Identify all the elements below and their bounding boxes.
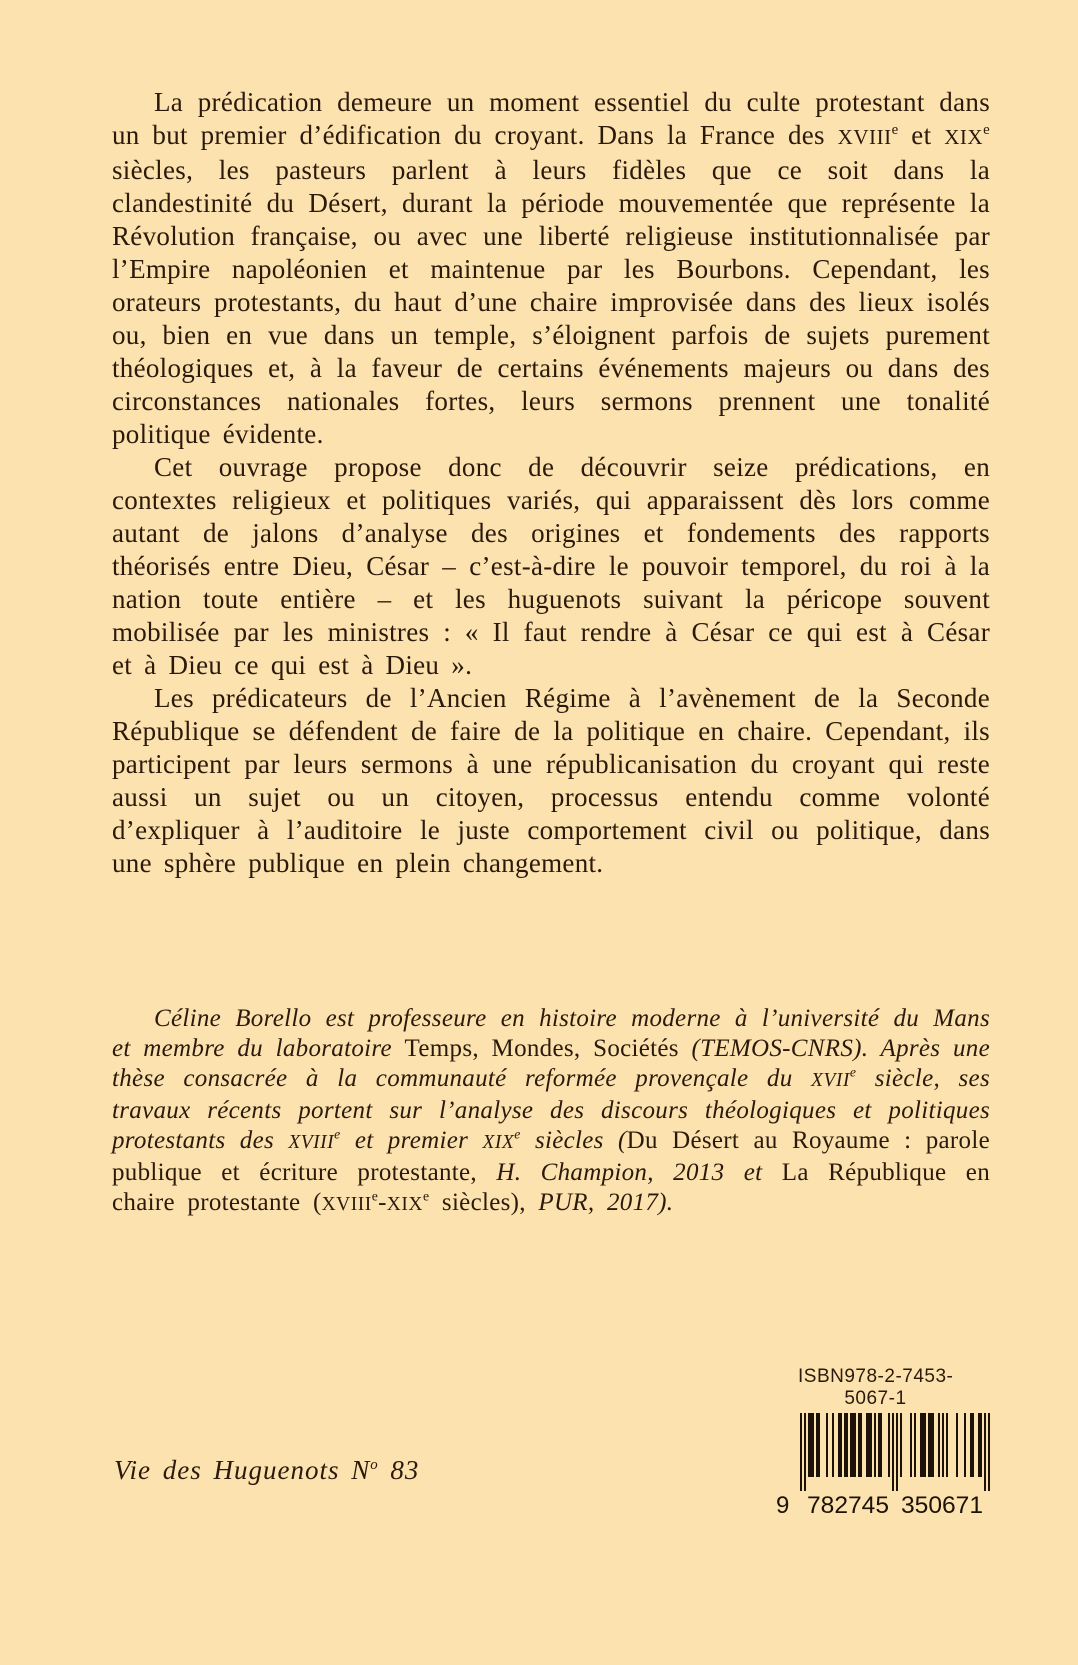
text-segment: siècle, ses travaux récents portent sur l’analyse des discours théologiques et politiques protestants des bbox=[112, 1065, 990, 1154]
barcode-bar bbox=[800, 1413, 802, 1491]
barcode-bar bbox=[984, 1413, 986, 1491]
text-segment: et premier bbox=[340, 1127, 483, 1154]
barcode-bar bbox=[972, 1413, 974, 1477]
author-bio-section bbox=[112, 1004, 990, 1220]
barcode-bar bbox=[964, 1413, 966, 1477]
text-segment: e bbox=[849, 1064, 857, 1080]
text-segment: siècles), bbox=[429, 1189, 539, 1216]
text-segment: XVIII bbox=[837, 125, 892, 149]
barcode-bar bbox=[866, 1413, 868, 1477]
text-segment: (TEMOS-CNRS). Après une thèse consacrée à la communauté reformée provençale du bbox=[112, 1035, 990, 1092]
text-segment: La République en chaire protestante ( bbox=[112, 1159, 990, 1216]
text-segment: 83 bbox=[378, 1455, 420, 1485]
barcode-bar bbox=[924, 1413, 926, 1477]
text-segment: XVII bbox=[811, 1070, 850, 1091]
text-segment: e bbox=[983, 122, 991, 138]
barcode-bar bbox=[970, 1413, 972, 1477]
ean13-barcode bbox=[768, 1413, 992, 1521]
text-segment: H. Champion, 2013 et bbox=[496, 1159, 782, 1186]
barcode-bar bbox=[910, 1413, 912, 1477]
text-segment: PUR, 2017). bbox=[538, 1189, 674, 1216]
barcode-bar bbox=[956, 1413, 958, 1477]
barcode-bar bbox=[846, 1413, 848, 1477]
barcode-bar bbox=[946, 1413, 948, 1477]
barcode-bar bbox=[942, 1413, 944, 1477]
barcode-bar bbox=[854, 1413, 856, 1477]
barcode-bar bbox=[938, 1413, 940, 1477]
text-segment: Les prédicateurs de l’Ancien Régime à l’avènement de la Seconde République se défendent de faire de la politique en chaire. Cependant, ils participent par leurs sermons à une républicanisation du croyant qui reste aussi un sujet ou un citoyen, processus entendu comme volonté d’expliquer à l’auditoire le juste comportement civil ou politique, dans une sphère publique en plein changement. bbox=[112, 683, 990, 878]
barcode-bar bbox=[928, 1413, 930, 1477]
barcode-bar bbox=[818, 1413, 820, 1477]
text-segment: Céline Borello est professeure en histoire moderne à l’université du Mans et membre du laboratoire bbox=[112, 1005, 990, 1062]
barcode-bar bbox=[888, 1413, 890, 1477]
barcode-bar bbox=[868, 1413, 870, 1477]
ean-digits: 782745 bbox=[807, 1492, 889, 1519]
barcode-bar bbox=[896, 1413, 898, 1491]
barcode-bar bbox=[892, 1413, 894, 1491]
isbn-number: 978-2-7453-5067-1 bbox=[844, 1366, 954, 1409]
blurb-paragraph bbox=[112, 682, 990, 880]
barcode-bar bbox=[978, 1413, 980, 1477]
barcode-bar bbox=[832, 1413, 834, 1477]
text-segment: e bbox=[422, 1188, 430, 1204]
barcode-bar bbox=[874, 1413, 876, 1477]
barcode-bar bbox=[920, 1413, 922, 1477]
blurb-paragraph bbox=[112, 86, 990, 451]
barcode-bar bbox=[900, 1413, 902, 1477]
text-segment: XVIII bbox=[321, 1194, 372, 1215]
ean-digits: 350671 bbox=[901, 1492, 983, 1519]
barcode-bar bbox=[810, 1413, 812, 1477]
text-segment: Cet ouvrage propose donc de découvrir seize prédications, en contextes religieux et politiques variés, qui apparaissent dès lors comme autant de jalons d’analyse des origines et fondements des rapports théorisés entre Dieu, César – c’est-à-dire le pouvoir temporel, du roi à la nation toute entière – et les huguenots suivant la péricope souvent mobilisée par les ministres : « Il faut rendre à César ce qui est à César et à Dieu ce qui est à Dieu ». bbox=[112, 452, 990, 680]
blurb-paragraph bbox=[112, 451, 990, 682]
text-segment: e bbox=[334, 1126, 341, 1142]
bio-paragraph bbox=[112, 1004, 990, 1220]
text-segment: e bbox=[514, 1126, 521, 1142]
barcode-bar bbox=[922, 1413, 924, 1477]
barcode-bar bbox=[860, 1413, 862, 1477]
barcode-bar bbox=[844, 1413, 846, 1477]
barcode-bar bbox=[932, 1413, 934, 1477]
barcode-bar bbox=[930, 1413, 932, 1477]
barcode-bar bbox=[878, 1413, 880, 1477]
text-segment: La prédication demeure un moment essentiel du culte protestant dans un but premier d’édification du croyant. Dans la France des bbox=[112, 87, 990, 150]
barcode-bar bbox=[816, 1413, 818, 1477]
text-segment: e bbox=[891, 122, 899, 138]
barcode-bar bbox=[850, 1413, 852, 1477]
text-segment: XIX bbox=[944, 125, 984, 149]
text-segment: XIX bbox=[386, 1194, 423, 1215]
barcode-bar bbox=[914, 1413, 916, 1477]
barcode-bar bbox=[988, 1413, 990, 1491]
text-segment: Du Désert au Royaume : parole publique et écriture protestante, bbox=[112, 1127, 990, 1186]
text-segment: e bbox=[371, 1188, 379, 1204]
isbn-label bbox=[768, 1366, 992, 1410]
barcode-bar bbox=[858, 1413, 860, 1477]
text-segment: et bbox=[898, 120, 945, 150]
barcode-bar bbox=[804, 1413, 806, 1491]
barcode-bar bbox=[812, 1413, 814, 1477]
text-segment: siècles, les pasteurs parlent à leurs fidèles que ce soit dans la clandestinité du Désert, durant la période mouvementée que représente la Révolution française, ou avec une liberté religieuse institutionnalisée par l’Empire napoléonien et maintenue par les Bourbons. Cependant, les orateurs protestants, du haut d’une chaire improvisée dans des lieux isolés ou, bien en vue dans un temple, s’éloignent parfois de sujets purement théologiques et, à la faveur de certains événements majeurs ou dans des circonstances nationales fortes, leurs sermons prennent une tonalité politique évidente. bbox=[112, 155, 990, 449]
text-segment: XIX bbox=[482, 1132, 515, 1153]
text-segment: - bbox=[378, 1189, 387, 1216]
barcode-bar bbox=[840, 1413, 842, 1477]
text-segment: o bbox=[370, 1457, 379, 1473]
blurb-section bbox=[112, 86, 990, 880]
barcode-bar bbox=[808, 1413, 810, 1477]
barcode-bar bbox=[980, 1413, 982, 1477]
barcode-bar bbox=[852, 1413, 854, 1477]
barcode-bar bbox=[838, 1413, 840, 1477]
barcode-bar bbox=[870, 1413, 872, 1477]
text-segment: XVIII bbox=[288, 1132, 335, 1153]
barcode-bar bbox=[880, 1413, 882, 1477]
collection-label bbox=[114, 1455, 419, 1486]
text-segment: Vie des Huguenots N bbox=[114, 1455, 371, 1485]
isbn-prefix: ISBN bbox=[798, 1366, 845, 1387]
barcode-bar bbox=[826, 1413, 828, 1477]
text-segment: siècles ( bbox=[520, 1127, 627, 1154]
text-segment: Temps, Mondes, Sociétés bbox=[404, 1035, 692, 1062]
ean-digits: 9 bbox=[776, 1492, 790, 1519]
isbn-block bbox=[768, 1366, 992, 1521]
